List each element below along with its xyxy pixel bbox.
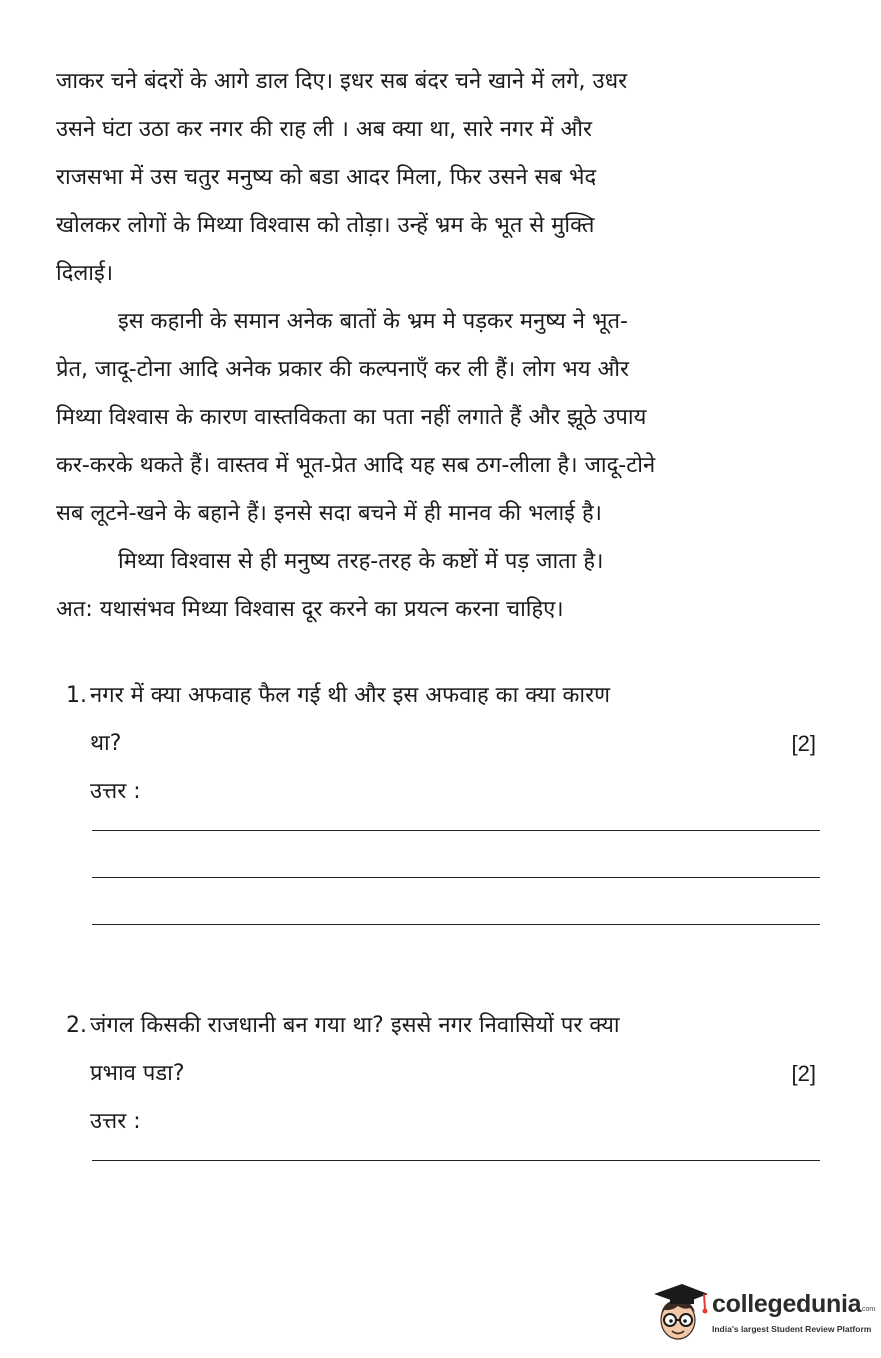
question-number: 2. xyxy=(66,1013,87,1038)
question-text-continued xyxy=(66,1050,816,1098)
question-number: 1. xyxy=(66,683,87,708)
logo-suffix: .com xyxy=(860,1306,876,1313)
logo-tagline: India's largest Student Review Platform xyxy=(712,1324,872,1334)
answer-line[interactable] xyxy=(92,924,820,925)
answer-label: उत्तर : xyxy=(90,1109,141,1134)
passage-line xyxy=(56,394,826,442)
line-text: कर-करके थकते हैं। वास्तव में भूत-प्रेत आदि यह सब ठग-लीला है। जादू-टोने xyxy=(56,453,656,478)
line-text: दिलाई। xyxy=(56,261,114,286)
line-text: इस कहानी के समान अनेक बातों के भ्रम मे पड़कर मनुष्य ने भूत- xyxy=(118,309,628,334)
answer-label: उत्तर : xyxy=(90,779,141,804)
answer-line[interactable] xyxy=(92,877,820,878)
question-line-2: प्रभाव पडा? xyxy=(90,1061,185,1086)
collegedunia-logo[interactable] xyxy=(650,1280,875,1346)
mascot-eye-right xyxy=(683,1319,687,1323)
mascot-cap-band xyxy=(670,1296,694,1304)
question-line-1: नगर में क्या अफवाह फैल गई थी और इस अफवाह का क्या कारण xyxy=(90,683,610,708)
line-text: खोलकर लोगों के मिथ्या विश्वास को तोड़ा। उन्हें भ्रम के भूत से मुक्ति xyxy=(56,213,595,238)
mascot-tassel-end xyxy=(703,1309,708,1314)
question-line-1: जंगल किसकी राजधानी बन गया था? इससे नगर निवासियों पर क्या xyxy=(90,1013,620,1038)
question-text-continued xyxy=(66,720,816,768)
answer-line[interactable] xyxy=(92,830,820,831)
answer-line[interactable] xyxy=(92,1160,820,1161)
passage-line xyxy=(56,346,826,394)
passage xyxy=(56,58,826,634)
student-mascot-icon xyxy=(650,1280,710,1346)
question-text xyxy=(66,672,816,720)
passage-line xyxy=(56,250,826,298)
passage-line xyxy=(56,202,826,250)
paragraph-1 xyxy=(56,58,826,298)
line-text: जाकर चने बंदरों के आगे डाल दिए। इधर सब बंदर चने खाने में लगे, उधर xyxy=(56,69,628,94)
line-text: सब लूटने-खने के बहाने हैं। इनसे सदा बचने में ही मानव की भलाई है। xyxy=(56,501,602,526)
passage-line xyxy=(56,106,826,154)
logo-wordmark: collegedunia xyxy=(712,1290,862,1318)
question-2 xyxy=(66,1002,816,1161)
line-text: राजसभा में उस चतुर मनुष्य को बडा आदर मिला, फिर उसने सब भेद xyxy=(56,165,597,190)
passage-line xyxy=(56,538,826,586)
question-text xyxy=(66,1002,816,1050)
marks-label: [2] xyxy=(791,1061,816,1086)
passage-line xyxy=(56,490,826,538)
paragraph-2 xyxy=(56,298,826,538)
passage-line xyxy=(56,298,826,346)
line-text: मिथ्या विश्वास से ही मनुष्य तरह-तरह के कष्टों में पड़ जाता है। xyxy=(118,549,604,574)
mascot-eye-left xyxy=(669,1319,673,1323)
marks-label: [2] xyxy=(791,731,816,756)
passage-line xyxy=(56,154,826,202)
passage-line xyxy=(56,58,826,106)
line-text: उसने घंटा उठा कर नगर की राह ली । अब क्या था, सारे नगर में और xyxy=(56,117,592,142)
question-1 xyxy=(66,672,816,925)
mascot-tassel xyxy=(704,1294,705,1310)
passage-line xyxy=(56,586,826,634)
line-text: अत: यथासंभव मिथ्या विश्वास दूर करने का प्रयत्न करना चाहिए। xyxy=(56,597,564,622)
line-text: प्रेत, जादू-टोना आदि अनेक प्रकार की कल्पनाएँ कर ली हैं। लोग भय और xyxy=(56,357,629,382)
paragraph-3 xyxy=(56,538,826,634)
line-text: मिथ्या विश्वास के कारण वास्तविकता का पता नहीं लगाते हैं और झूठे उपाय xyxy=(56,405,647,430)
passage-line xyxy=(56,442,826,490)
question-line-2: था? xyxy=(90,731,122,756)
